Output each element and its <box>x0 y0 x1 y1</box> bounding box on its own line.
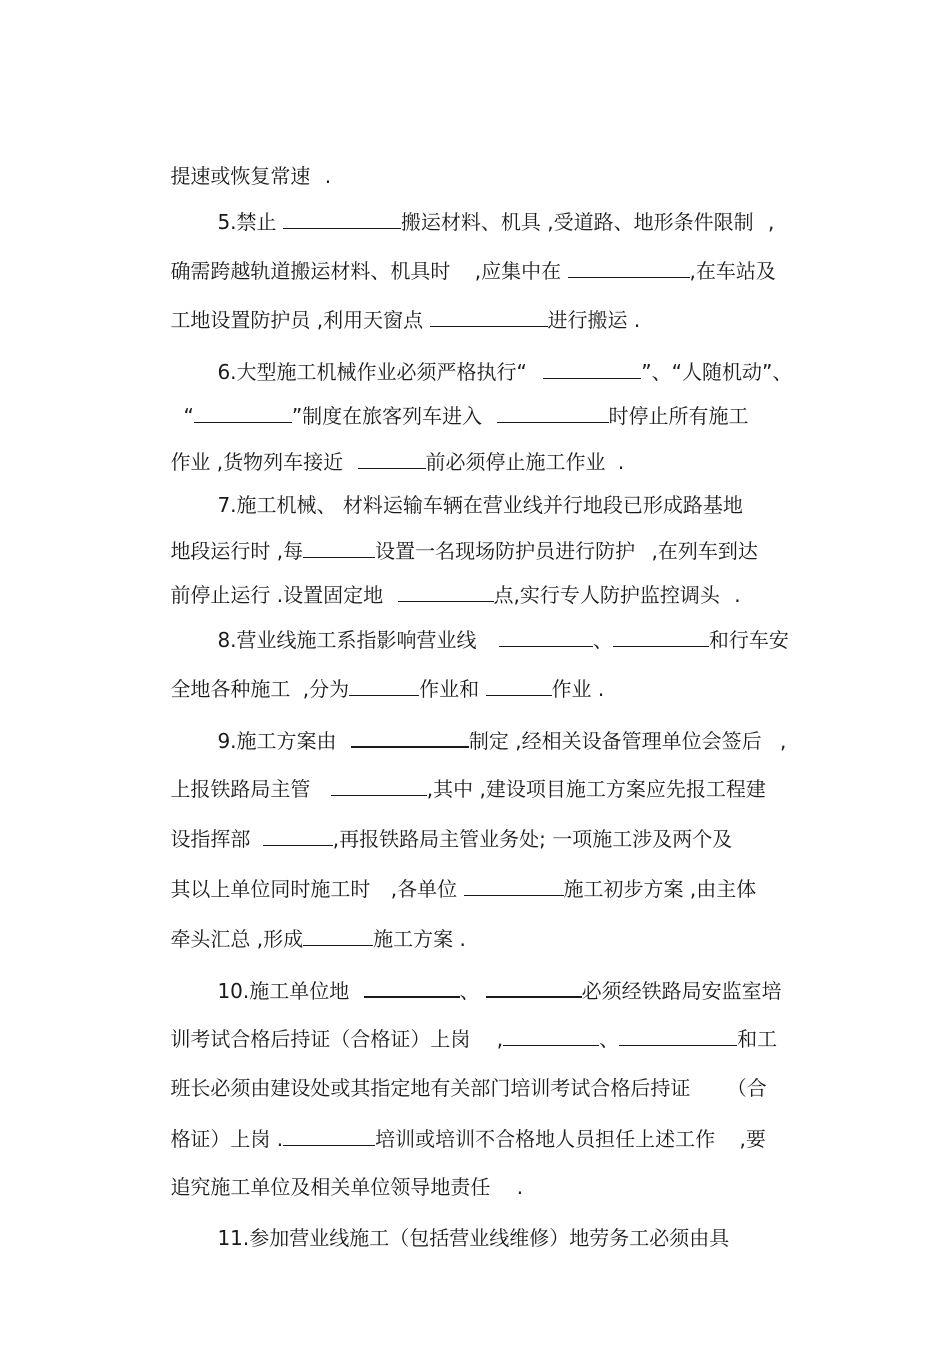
text-segment: ,受道路、地形条件限制 <box>547 210 760 234</box>
text-segment: 和工 <box>737 1027 778 1051</box>
text-segment: 、 <box>459 979 480 1003</box>
text-line <box>192 326 793 384</box>
text-segment: 作业和 <box>419 677 486 701</box>
text-segment: ,利用天窗点 <box>316 308 430 332</box>
fill-blank[interactable] <box>349 673 419 696</box>
text-segment: . <box>324 164 332 188</box>
text-segment: 、 <box>599 1027 620 1051</box>
text-segment: ,在列车到达 <box>651 539 758 563</box>
text-segment: 制定 <box>468 729 516 753</box>
text-line <box>145 416 625 474</box>
text-segment: 培训或培训不合格地人员担任上述工作 <box>375 1127 722 1151</box>
fill-blank[interactable] <box>464 873 564 896</box>
text-segment: 全地各种施工 <box>170 677 297 701</box>
text-segment: 时停止所有施工 <box>608 404 749 428</box>
text-segment: .设置固定地 <box>276 583 390 607</box>
text-segment: 11.参加营业线施工（包括营业线维修）地劳务工必须由具 <box>217 1226 730 1250</box>
text-segment: 确需跨越轨道搬运材料、机具时 <box>170 259 457 283</box>
text-line <box>145 643 605 701</box>
text-segment: . <box>459 927 466 951</box>
text-segment: 施工方案 <box>373 927 460 951</box>
text-line <box>145 505 758 563</box>
text-line <box>145 843 757 901</box>
text-segment: 设置一名现场防护员进行防护 <box>375 539 642 563</box>
text-segment: 7.施工机械、 材料运输车辆在营业线并行地段已形成路基地 <box>217 493 743 517</box>
text-line <box>145 1093 766 1151</box>
text-line <box>192 460 743 517</box>
text-line <box>192 176 775 234</box>
text-segment: . <box>516 1175 524 1199</box>
text-line <box>145 743 766 801</box>
text-line <box>192 1193 730 1250</box>
text-segment: 追究施工单位及相关单位领导地责任 <box>170 1175 497 1199</box>
fill-blank[interactable] <box>303 923 373 946</box>
text-segment: 训考试合格后持证（合格证）上岗 <box>170 1027 477 1051</box>
text-segment: 其以上单位同时施工时 <box>170 877 377 901</box>
text-line <box>145 993 778 1051</box>
text-segment: （合 <box>726 1076 767 1100</box>
text-segment: 8.营业线施工系指影响营业线 <box>217 628 483 652</box>
text-line <box>145 131 332 188</box>
text-line <box>145 274 641 332</box>
fill-blank[interactable] <box>430 304 548 327</box>
text-line <box>145 893 466 951</box>
text-line <box>192 944 782 1003</box>
text-segment: 作业 <box>551 677 598 701</box>
fill-blank[interactable] <box>486 673 552 696</box>
text-segment: 工地设置防护员 <box>170 308 317 332</box>
text-segment: . <box>734 583 741 607</box>
text-segment: 和行车安 <box>708 628 789 652</box>
text-segment: ,建设项目施工方案应先报工程建 <box>479 777 766 801</box>
text-segment: 设指挥部 <box>170 827 257 851</box>
text-segment: 施工初步方案 <box>563 877 690 901</box>
text-segment: 上报铁路局主管 <box>170 777 317 801</box>
text-segment: ,货物列车接近 <box>216 450 350 474</box>
text-segment: 5.禁止 <box>217 210 283 234</box>
text-segment: 牵头汇总 <box>170 927 257 951</box>
text-segment: 前停止运行 <box>170 583 277 607</box>
text-line <box>145 1043 767 1100</box>
text-line <box>192 594 789 652</box>
text-segment: . <box>276 1127 284 1151</box>
text-segment: ,分为 <box>302 677 350 701</box>
text-segment: ,形成 <box>256 927 304 951</box>
text-segment: 前必须停止施工作业 <box>425 450 612 474</box>
text-segment: 进行搬运 <box>547 308 634 332</box>
text-segment: ,由主体 <box>689 877 757 901</box>
text-segment: 班长必须由建设处或其指定地有关部门培训考试合格后持证 <box>170 1076 697 1100</box>
fill-blank[interactable] <box>613 624 709 647</box>
text-segment: ,每 <box>276 539 304 563</box>
text-segment: 必须经铁路局安监室培 <box>581 979 782 1003</box>
text-segment: 搬运材料、机具 <box>400 210 548 234</box>
text-segment: 格证）上岗 <box>170 1127 277 1151</box>
text-segment: 10.施工单位地 <box>217 979 356 1003</box>
text-line <box>158 370 749 428</box>
text-line <box>145 793 733 851</box>
text-segment: ,再报铁路局主管业务处; 一项施工涉及两个及 <box>332 827 733 851</box>
text-segment: 6.大型施工机械作业必须严格执行“ <box>217 360 534 384</box>
text-segment: , <box>767 210 775 234</box>
text-line <box>145 549 741 607</box>
text-segment: 地段运行时 <box>170 539 277 563</box>
text-segment: ,各单位 <box>390 877 464 901</box>
text-segment: ”制度在旅客列车进入 <box>291 404 489 428</box>
text-segment: ,其中 <box>426 777 480 801</box>
text-line <box>145 1142 524 1199</box>
text-segment: . <box>617 450 625 474</box>
text-segment: 作业 <box>170 450 217 474</box>
text-segment: 提速或恢复常速 <box>170 164 317 188</box>
text-line <box>145 225 776 283</box>
text-segment: ,要 <box>739 1127 766 1151</box>
text-segment: . <box>597 677 605 701</box>
text-segment: , <box>496 1027 504 1051</box>
text-segment: ,在车站及 <box>689 259 776 283</box>
text-line <box>192 694 787 753</box>
text-segment: ,应集中在 <box>474 259 568 283</box>
text-segment: , <box>779 729 787 753</box>
text-segment: 、 <box>592 628 613 652</box>
text-segment: 9.施工方案由 <box>217 729 343 753</box>
text-segment: “ <box>183 404 194 428</box>
text-segment: ”、“人随机动”、 <box>641 360 793 384</box>
text-segment: ,经相关设备管理单位会签后 <box>515 729 768 753</box>
text-segment: . <box>633 308 641 332</box>
text-segment: 点,实行专人防护监控调头 <box>493 583 727 607</box>
